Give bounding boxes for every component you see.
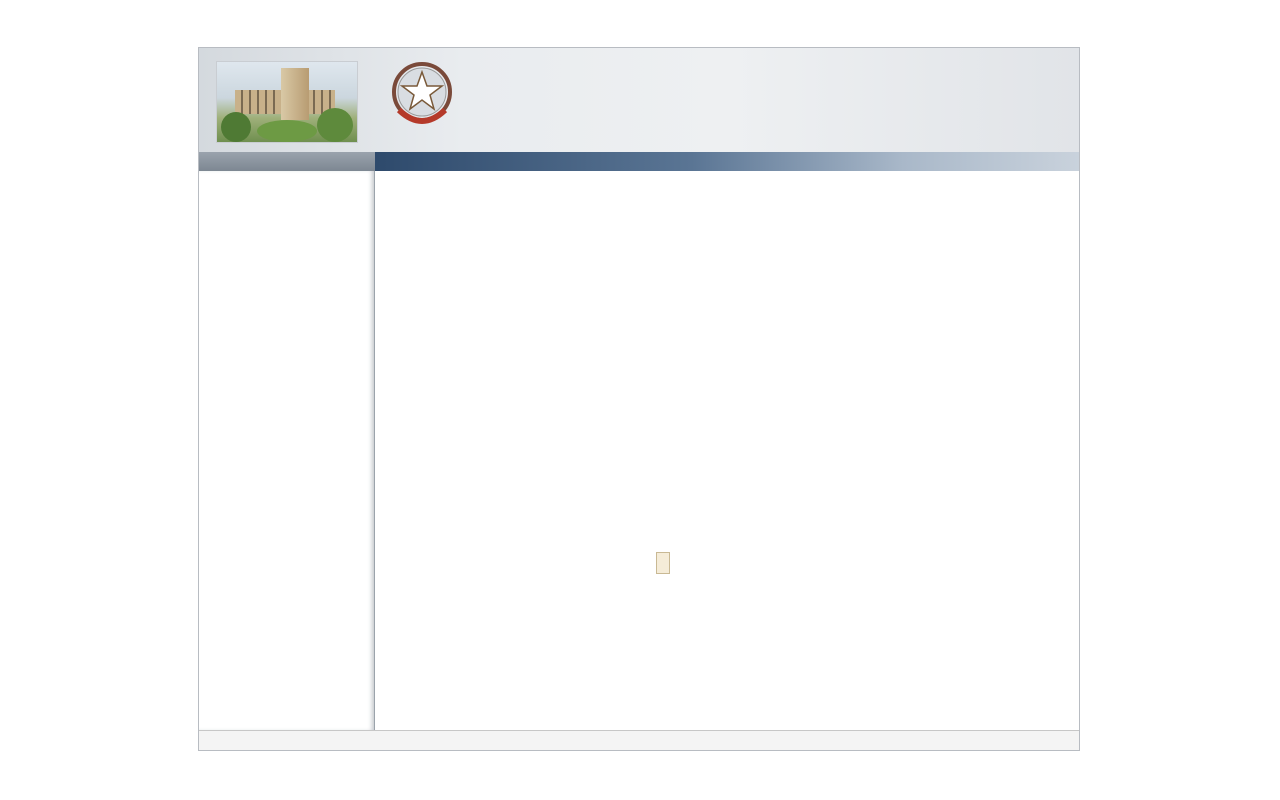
- building-photo: [217, 62, 357, 142]
- site-header: [199, 48, 1079, 171]
- sidebar-nav: [199, 171, 375, 730]
- header-bar: [375, 152, 1079, 171]
- emblem-icon: [389, 58, 455, 134]
- footer-copyright: [199, 730, 1079, 750]
- main-content: [375, 171, 1079, 730]
- restart-search-button[interactable]: [656, 552, 670, 574]
- header-bar-left: [199, 152, 375, 171]
- page-frame: [198, 47, 1080, 751]
